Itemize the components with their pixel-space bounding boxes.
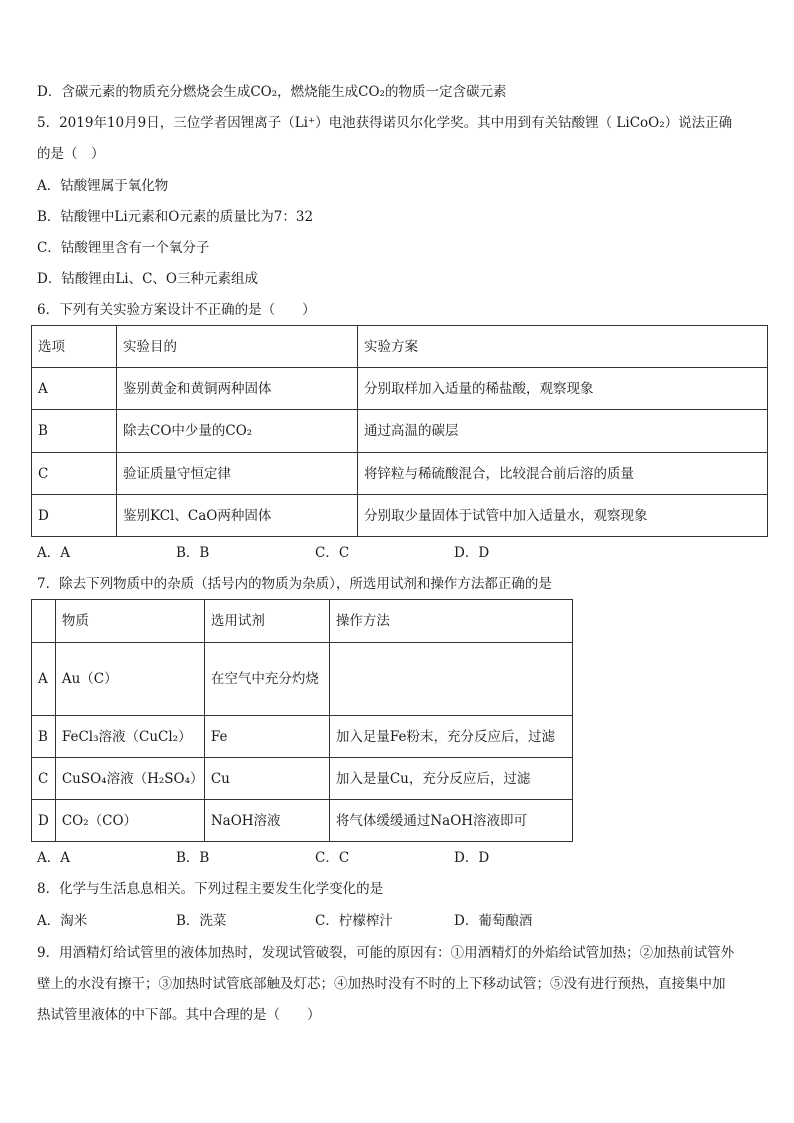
q7-header-label bbox=[32, 600, 56, 643]
q7-header-method: 操作方法 bbox=[329, 600, 572, 643]
table-row bbox=[32, 758, 573, 800]
q6-header-purpose: 实验目的 bbox=[117, 326, 358, 368]
q6-header-option: 选项 bbox=[32, 326, 117, 368]
table-row bbox=[32, 495, 768, 537]
q9-line3: 热试管里液体的中下部。其中合理的是（ ） bbox=[37, 1007, 321, 1023]
q6-answer-b: B．B bbox=[176, 545, 210, 561]
q7-cell: 在空气中充分灼烧 bbox=[204, 643, 329, 716]
table-row bbox=[32, 716, 573, 758]
q5-stem-line2: 的是（ ） bbox=[37, 146, 105, 162]
q7-cell: 加入足量Fe粉末，充分反应后，过滤 bbox=[329, 716, 572, 758]
q7-cell: Fe bbox=[204, 716, 329, 758]
q7-table bbox=[31, 599, 573, 842]
q6-cell: 分别取少量固体于试管中加入适量水，观察现象 bbox=[358, 495, 768, 537]
q6-header-plan: 实验方案 bbox=[358, 326, 768, 368]
q8-option-a: A．淘米 bbox=[37, 913, 88, 929]
q7-header-reagent: 选用试剂 bbox=[204, 600, 329, 643]
q8-option-d: D．葡萄酿酒 bbox=[454, 913, 533, 929]
q6-stem: 6．下列有关实验方案设计不正确的是（ ） bbox=[37, 302, 316, 318]
q7-answer-options bbox=[37, 848, 593, 868]
table-row bbox=[32, 600, 573, 643]
q8-option-b: B．洗菜 bbox=[176, 913, 227, 929]
q8-options bbox=[37, 911, 593, 931]
q7-answer-b: B．B bbox=[176, 850, 210, 866]
q5-option-b: B．钴酸锂中Li元素和O元素的质量比为7：32 bbox=[37, 209, 314, 225]
q7-stem: 7．除去下列物质中的杂质（括号内的物质为杂质），所选用试剂和操作方法都正确的是 bbox=[37, 576, 552, 592]
q5-option-a: A．钴酸锂属于氧化物 bbox=[37, 178, 169, 194]
q7-cell: Au（C） bbox=[55, 643, 204, 716]
q6-answer-a: A．A bbox=[37, 545, 70, 561]
q5-stem-line1: 5．2019年10月9日，三位学者因锂离子（Li⁺）电池获得诺贝尔化学奖。其中用到有关钴酸锂（ LiCoO₂）说法正确 bbox=[37, 115, 733, 131]
q6-cell: 鉴别黄金和黄铜两种固体 bbox=[117, 368, 358, 410]
q6-table bbox=[31, 325, 768, 537]
q6-answer-d: D．D bbox=[454, 545, 490, 561]
q7-cell: CuSO₄溶液（H₂SO₄） bbox=[55, 758, 204, 800]
q6-answer-options bbox=[37, 543, 593, 563]
q6-cell: 分别取样加入适量的稀盐酸，观察现象 bbox=[358, 368, 768, 410]
table-row bbox=[32, 453, 768, 495]
q6-cell: 将锌粒与稀硫酸混合，比较混合前后溶的质量 bbox=[358, 453, 768, 495]
table-row bbox=[32, 800, 573, 842]
q6-cell: 验证质量守恒定律 bbox=[117, 453, 358, 495]
q7-cell: NaOH溶液 bbox=[204, 800, 329, 842]
q7-cell: 加入是量Cu，充分反应后，过滤 bbox=[329, 758, 572, 800]
q7-answer-c: C．C bbox=[315, 850, 350, 866]
q9-line2: 壁上的水没有擦干；③加热时试管底部触及灯芯；④加热时没有不时的上下移动试管；⑤没有进行预热，直接集中加 bbox=[37, 976, 726, 992]
table-row bbox=[32, 410, 768, 453]
q7-cell: D bbox=[32, 800, 56, 842]
table-row bbox=[32, 643, 573, 716]
table-row bbox=[32, 368, 768, 410]
q6-cell: 鉴别KCl、CaO两种固体 bbox=[117, 495, 358, 537]
q7-answer-d: D．D bbox=[454, 850, 490, 866]
q8-stem: 8．化学与生活息息相关。下列过程主要发生化学变化的是 bbox=[37, 881, 384, 897]
q7-answer-a: A．A bbox=[37, 850, 70, 866]
q7-cell: Cu bbox=[204, 758, 329, 800]
q7-cell: C bbox=[32, 758, 56, 800]
q7-cell: 将气体缓缓通过NaOH溶液即可 bbox=[329, 800, 572, 842]
q7-header-substance: 物质 bbox=[55, 600, 204, 643]
q7-cell: FeCl₃溶液（CuCl₂） bbox=[55, 716, 204, 758]
q6-cell: B bbox=[32, 410, 117, 453]
q5-option-d: D．钴酸锂由Li、C、O三种元素组成 bbox=[37, 271, 259, 287]
q7-cell bbox=[329, 643, 572, 716]
q6-cell: 通过高温的碳层 bbox=[358, 410, 768, 453]
q6-cell: A bbox=[32, 368, 117, 410]
q6-answer-c: C．C bbox=[315, 545, 350, 561]
q6-cell: C bbox=[32, 453, 117, 495]
q4-option-d: D．含碳元素的物质充分燃烧会生成CO₂，燃烧能生成CO₂的物质一定含碳元素 bbox=[37, 84, 507, 100]
q8-option-c: C．柠檬榨汁 bbox=[315, 913, 393, 929]
q6-cell: 除去CO中少量的CO₂ bbox=[117, 410, 358, 453]
q7-cell: B bbox=[32, 716, 56, 758]
table-row bbox=[32, 326, 768, 368]
q7-cell: A bbox=[32, 643, 56, 716]
q7-cell: CO₂（CO） bbox=[55, 800, 204, 842]
q9-line1: 9．用酒精灯给试管里的液体加热时，发现试管破裂，可能的原因有：①用酒精灯的外焰给试管加热；②加热前试管外 bbox=[37, 945, 735, 961]
q6-cell: D bbox=[32, 495, 117, 537]
q5-option-c: C．钴酸锂里含有一个氧分子 bbox=[37, 240, 210, 256]
